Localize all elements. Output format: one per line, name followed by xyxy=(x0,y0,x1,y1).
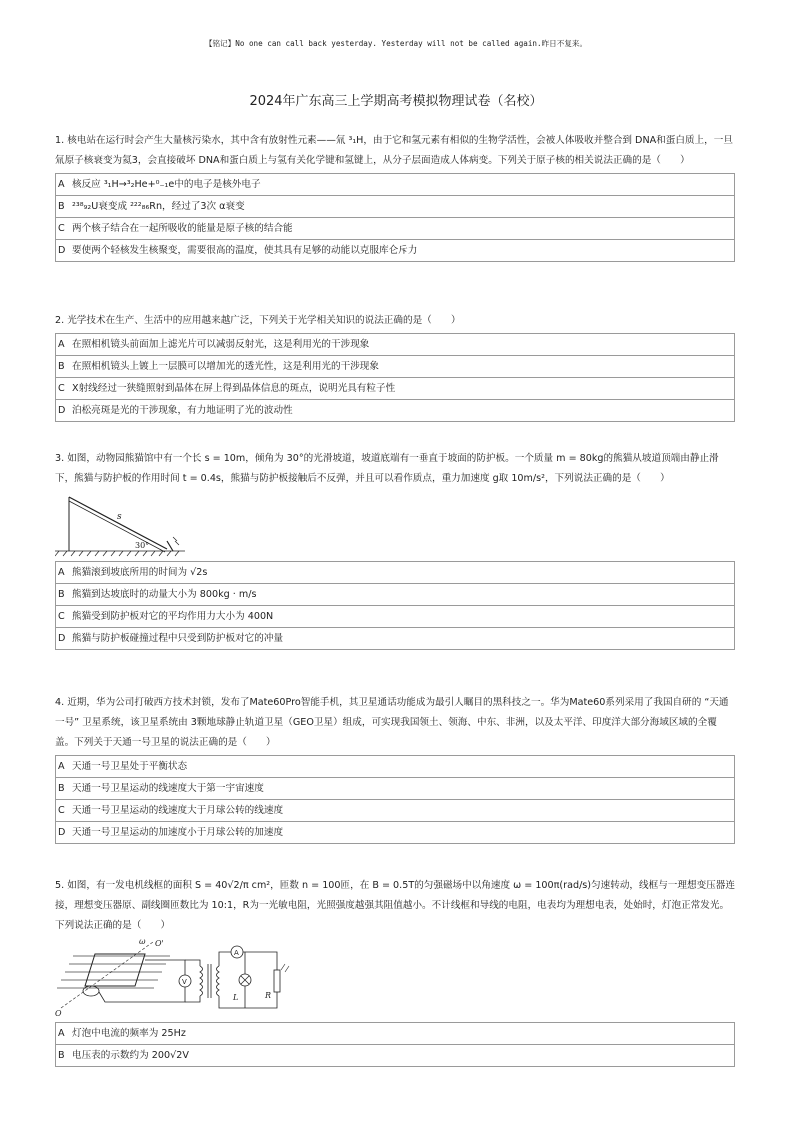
coil-frame xyxy=(85,954,145,986)
option-4a[interactable]: A 天通一号卫星处于平衡状态 xyxy=(58,761,188,772)
slope-underside xyxy=(69,501,165,552)
ground-hatching xyxy=(55,551,185,556)
option-1d[interactable]: D 要使两个轻核发生核聚变，需要很高的温度，使其具有足够的动能以克服库仑斥力 xyxy=(56,239,734,261)
option-2b[interactable]: B 在照相机镜头上镀上一层膜可以增加光的透光性，这是利用光的干涉现象 xyxy=(56,355,734,377)
magnetic-field-lines xyxy=(57,956,170,988)
question-3-stem: 3. 如图，动物园熊猫馆中有一个长 s = 10m，倾角为 30°的光滑坡道，坡道底端有一垂直于坡面的防护板。一个质量 m = 80kg的熊猫从坡道顶端由静止滑下，熊猫与防护板的作用时间 t = 0.4s，熊猫与防护板接触后不反弹，并且可以看作质点，重力加速度 g取 10m/s²，下列说法正确的是（ ） xyxy=(55,453,719,484)
primary-coil xyxy=(200,966,203,996)
question-2 xyxy=(55,311,735,422)
option-1c[interactable]: C 两个核子结合在一起所吸收的能量是原子核的结合能 xyxy=(56,217,734,239)
rotation-axis xyxy=(61,942,153,1008)
option-1a[interactable]: A 核反应 ³₁H→³₂He+⁰₋₁e中的电子是核外电子 xyxy=(58,179,261,190)
lamp-label: L xyxy=(233,993,239,1002)
option-4b[interactable]: B 天通一号卫星运动的线速度大于第一宇宙速度 xyxy=(56,777,734,799)
option-4c[interactable]: C 天通一号卫星运动的线速度大于月球公转的线速度 xyxy=(56,799,734,821)
option-1b[interactable]: B ²³⁸₉₂U衰变成 ²²²₈₆Rn，经过了3次 α衰变 xyxy=(56,195,734,217)
option-5a[interactable]: A 灯泡中电流的频率为 25Hz xyxy=(58,1028,186,1039)
question-2-stem: 2. 光学技术在生产、生活中的应用越来越广泛，下列关于光学相关知识的说法正确的是（ ） xyxy=(55,315,461,326)
axis-label-o: O xyxy=(55,1009,62,1018)
question-1-stem: 1. 核电站在运行时会产生大量核污染水，其中含有放射性元素——氚 ³₁H，由于它和氢元素有相似的生物学活性，会被人体吸收并整合到 DNA和蛋白质上，一旦氚原子核衰变为氦3，会直接破坏 DNA和蛋白质上与氢有关化学键和氢键上，从分子层面造成人体病变。下列关于原子核的相关说法正确的是（ ） xyxy=(55,135,733,166)
option-2d[interactable]: D 泊松亮斑是光的干涉现象，有力地证明了光的波动性 xyxy=(56,399,734,421)
secondary-coil xyxy=(217,966,220,996)
question-1 xyxy=(55,131,735,262)
question-4-options xyxy=(55,755,735,844)
option-3d[interactable]: D 熊猫与防护板碰撞过程中只受到防护板对它的冲量 xyxy=(56,627,734,649)
svg-text:A: A xyxy=(234,949,239,957)
option-4d[interactable]: D 天通一号卫星运动的加速度小于月球公转的加速度 xyxy=(56,821,734,843)
resistor-label: R xyxy=(265,991,272,1000)
photoresistor-icon xyxy=(274,970,280,992)
question-4-stem: 4. 近期，华为公司打破西方技术封锁，发布了Mate60Pro智能手机，其卫星通话功能成为最引人瞩目的黑科技之一。华为Mate60系列采用了我国自研的 “天通一号” 卫星系统，该卫星系统由 3颗地球静止轨道卫星（GEO卫星）组成，可实现我国领土、领海、中东、非洲，以及太平洋、印度洋大部分海域区域的全覆盖。下列关于天通一号卫星的说法正确的是（ ） xyxy=(55,697,729,748)
question-1-options xyxy=(55,173,735,262)
svg-text:V: V xyxy=(182,978,187,986)
option-3b[interactable]: B 熊猫到达坡底时的动量大小为 800kg · m/s xyxy=(56,583,734,605)
question-2-options xyxy=(55,333,735,422)
page-title: 2024年广东高三上学期高考模拟物理试卷（名校） xyxy=(249,94,543,109)
option-3c[interactable]: C 熊猫受到防护板对它的平均作用力大小为 400N xyxy=(56,605,734,627)
omega-label: ω xyxy=(139,937,146,946)
option-2c[interactable]: C X射线经过一狭缝照射到晶体在屏上得到晶体信息的斑点，说明光具有粒子性 xyxy=(56,377,734,399)
incline-diagram xyxy=(55,489,185,559)
question-5-options xyxy=(55,1022,735,1067)
question-5 xyxy=(55,876,735,1067)
guard-plate xyxy=(167,541,173,551)
angle-label: 30° xyxy=(135,541,150,550)
generator-circuit-diagram xyxy=(55,936,295,1020)
axis-label-o-prime: O' xyxy=(155,939,164,948)
slope-line xyxy=(69,497,167,549)
slip-ring xyxy=(83,986,99,996)
option-2a[interactable]: A 在照相机镜头前面加上滤光片可以减弱反射光，这是利用光的干涉现象 xyxy=(58,339,370,350)
length-label: s xyxy=(117,512,122,522)
question-3-options xyxy=(55,561,735,650)
header-motto: 【铭记】No one can call back yesterday. Yesterday will not be called again.昨日不复来。 xyxy=(204,39,588,48)
option-3a[interactable]: A 熊猫滚到坡底所用的时间为 √2s xyxy=(58,567,208,578)
question-3 xyxy=(55,449,735,650)
question-4 xyxy=(55,693,735,844)
option-5b[interactable]: B 电压表的示数约为 200√2V xyxy=(56,1044,734,1066)
question-5-stem: 5. 如图，有一发电机线框的面积 S = 40√2/π cm²，匝数 n = 100匝，在 B = 0.5T的匀强磁场中以角速度 ω = 100π(rad/s)匀速转动，线框与一理想变压器连接，理想变压器原、副线圈匝数比为 10:1，R为一光敏电阻，光照强度越强其阻值越小。不计线框和导线的电阻，电表均为理想电表，处始时，灯泡正常发光。下列说法正确的是（ ） xyxy=(55,880,735,931)
